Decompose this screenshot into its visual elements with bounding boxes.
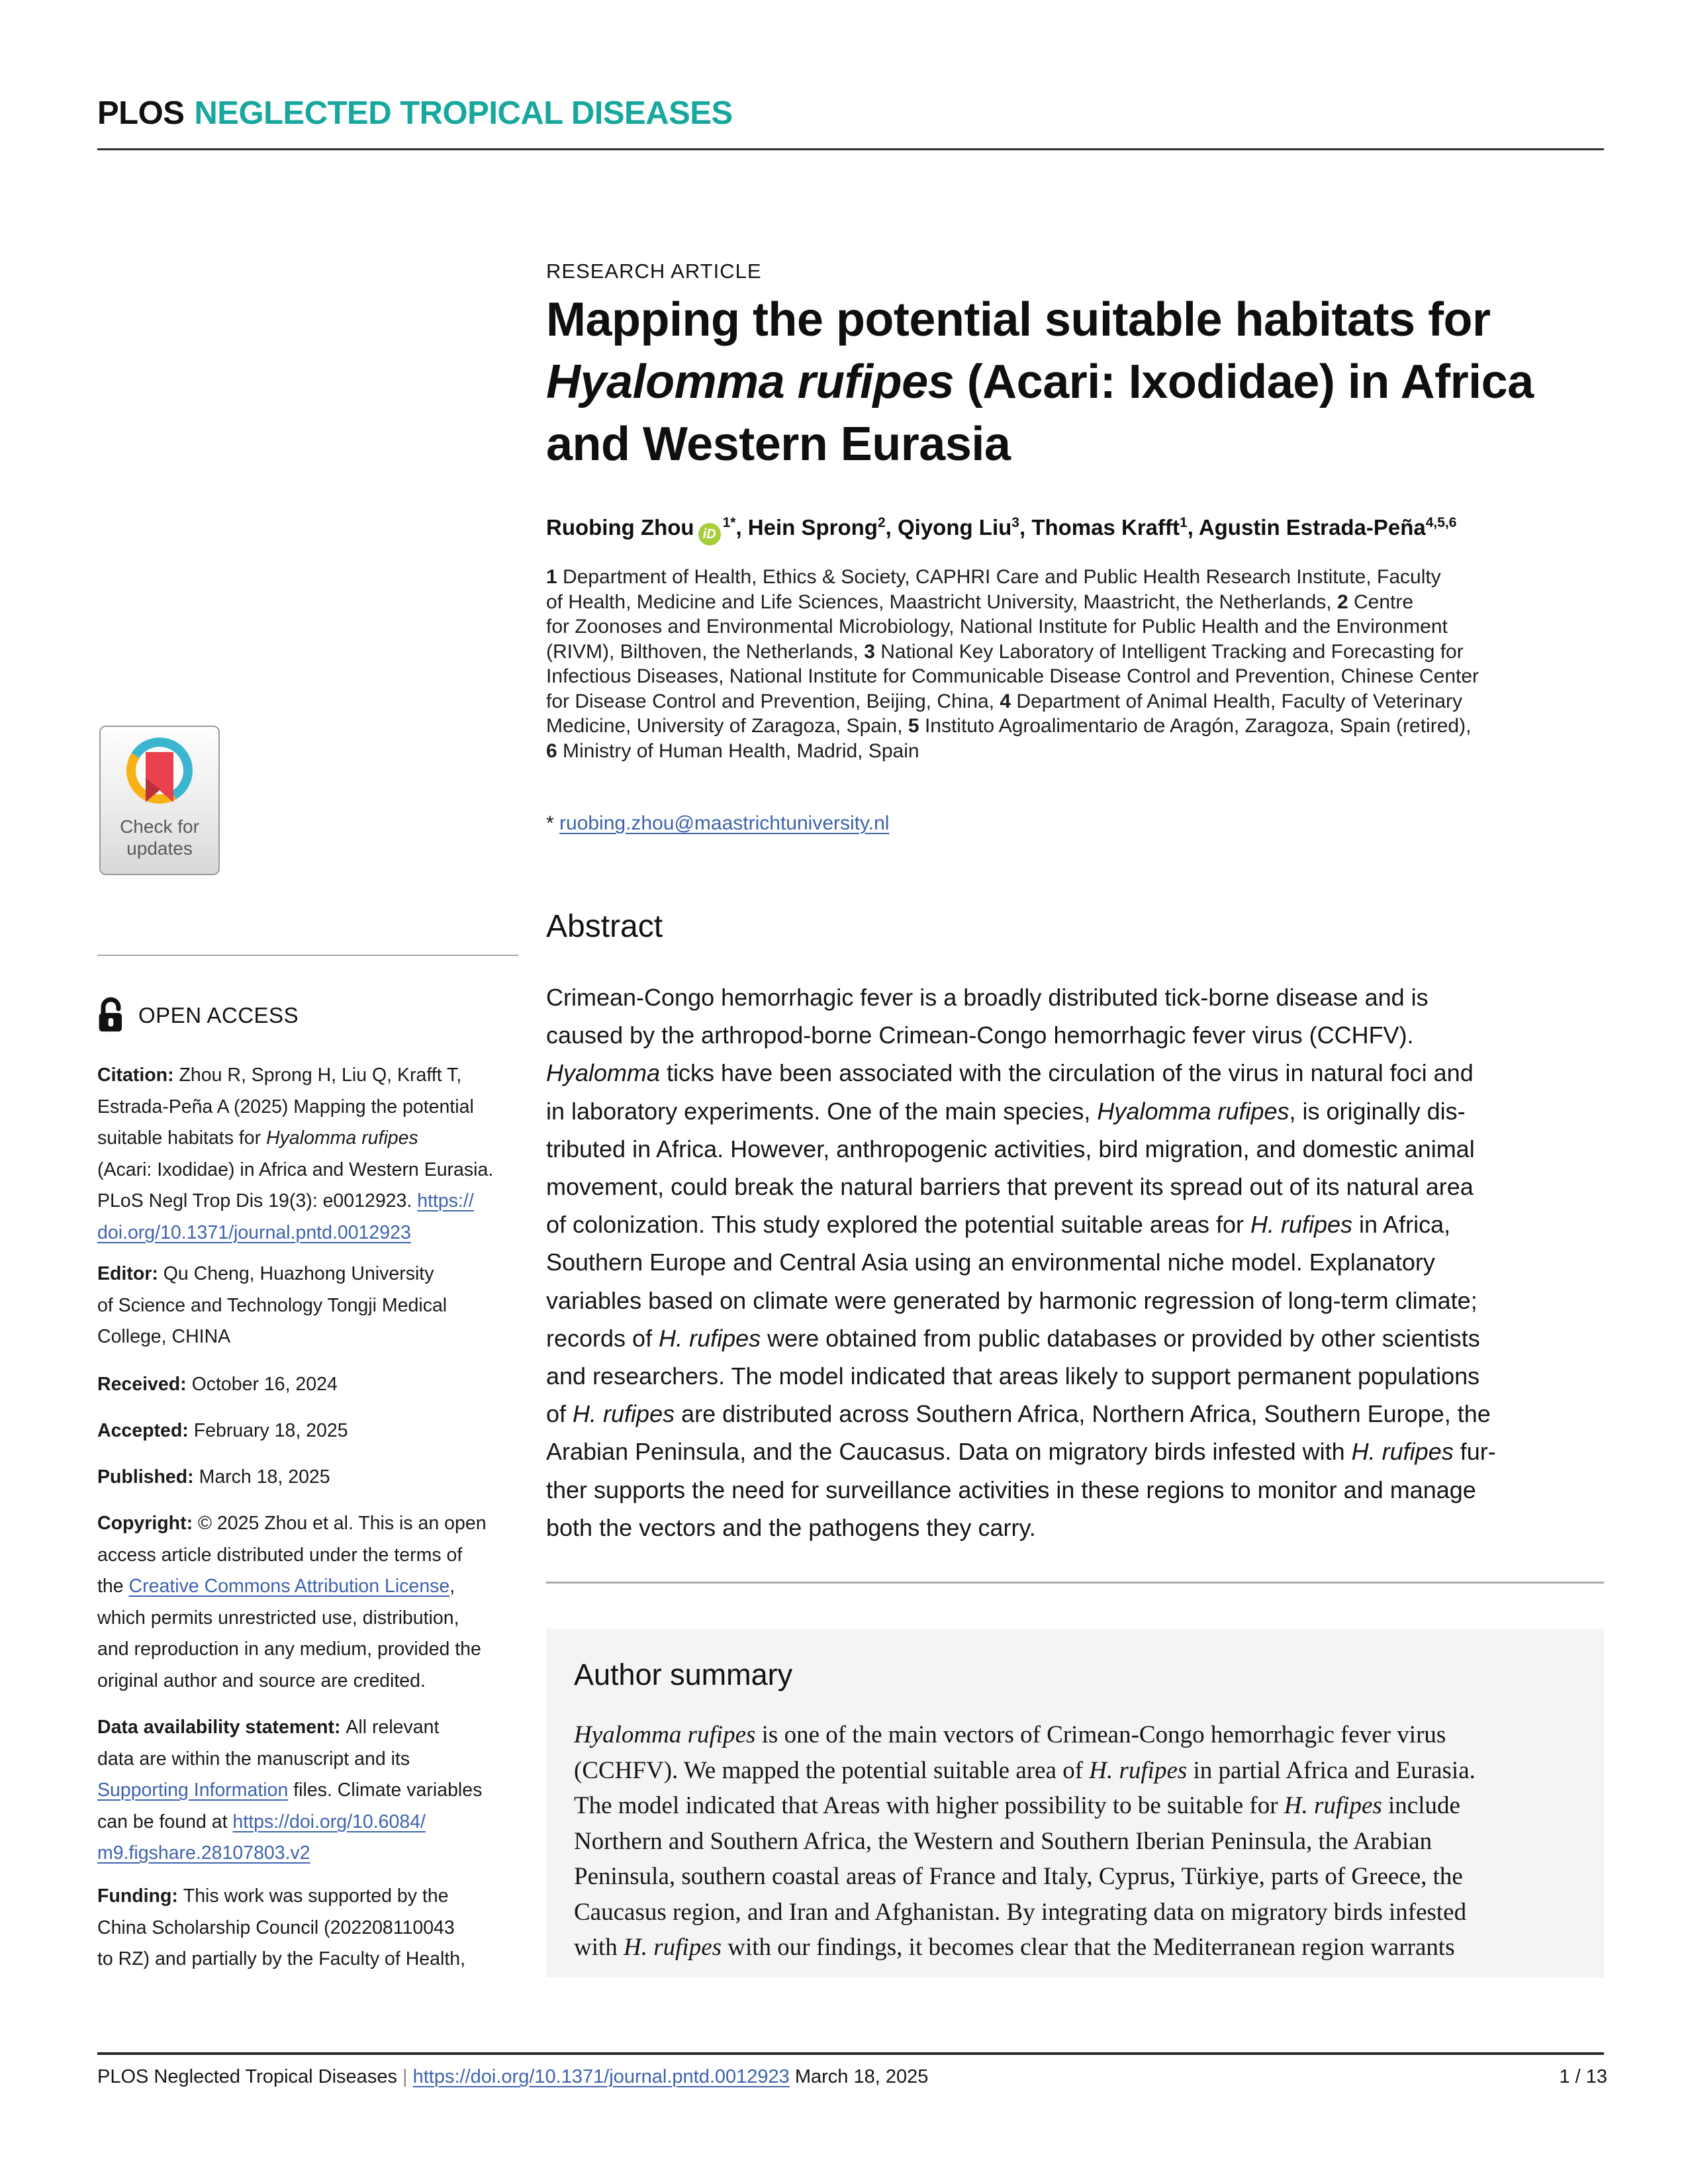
editor-block: Editor: Qu Cheng, Huazhong University of Science and Technology Tongji Medical College, CHINA — [97, 1263, 447, 1347]
crossmark-icon — [126, 737, 193, 804]
funding-block: Funding: This work was supported by the China Scholarship Council (202208110043 to RZ) and partially by the Faculty of Health, — [97, 1885, 466, 1970]
citation-doi-link[interactable]: doi.org/10.1371/journal.pntd.0012923 — [97, 1221, 411, 1243]
cc-license-link[interactable]: Creative Commons Attribution License — [128, 1576, 450, 1597]
open-access-row — [97, 997, 299, 1034]
plos-logo-text: PLOS — [97, 95, 185, 131]
abstract-heading: Abstract — [546, 909, 663, 944]
orcid-icon[interactable]: iD — [698, 523, 721, 546]
journal-logo — [97, 95, 733, 132]
author-summary-text: Hyalomma rufipes is one of the main vectors of Crimean-Congo hemorrhagic fever virus (CCHFV). We mapped the potential suitable area of H. rufipes in partial Africa and Eurasia. The model indicated that Areas with higher possibility to be suitable for H. rufipes include Northern and Southern Africa, the Western and Southern Iberian Peninsula, the Arabian Peninsula, southern coastal areas of France and Italy, Cyprus, Türkiye, parts of Greece, the Caucasus region, and Iran and Afghanistan. By integrating data on migratory birds infested with H. rufipes with our findings, it becomes clear that the Mediterranean region warrants — [574, 1721, 1476, 1961]
citation-doi-link[interactable]: https:// — [417, 1190, 474, 1211]
open-access-label: OPEN ACCESS — [138, 1003, 299, 1027]
article-type-kicker: RESEARCH ARTICLE — [546, 260, 762, 283]
abstract-text: Crimean-Congo hemorrhagic fever is a broadly distributed tick-borne disease and is caused by the arthropod-borne Crimean-Congo hemorrhagic fever virus (CCHFV). Hyalomma ticks have been associated with the circulation of the virus in natural foci and in laboratory experiments. One of the main species, Hyalomma rufipes, is originally dis- tributed in Africa. However, anthropogenic activities, bird migration, and domestic animal movement, could break the natural barriers that prevent its spread out of its natural area of colonization. This study explored the potential suitable areas for H. rufipes in Africa, Southern Europe and Central Asia using an environmental niche model. Explanatory variables based on climate were generated by harmonic regression of long-term climate; records of H. rufipes were obtained from public databases or provided by other scientists and researchers. The model indicated that areas likely to support permanent populations of H. rufipes are distributed across Southern Africa, Northern Africa, Southern Europe, the Arabian Peninsula, and the Caucasus. Data on migratory birds infested with H. rufipes fur- ther supports the need for surveillance activities in these regions to monitor and manage both the vectors and the pathogens they carry. — [546, 984, 1496, 1541]
journal-name-text: NEGLECTED TROPICAL DISEASES — [194, 95, 733, 131]
header-rule — [97, 148, 1604, 150]
affiliations-block: 1 Department of Health, Ethics & Society, CAPHRI Care and Public Health Research Institute, Faculty of Health, Medicine and Life Sciences, Maastricht University, Maastricht, the Netherlands, 2 Centre for Zoonoses and Environmental Microbiology, National Institute for Public Health and the Environment (RIVM), Bilthoven, the Netherlands, 3 National Key Laboratory of Intelligent Tracking and Forecasting for Infectious Diseases, National Institute for Communicable Disease Control and Prevention, Chinese Center for Disease Control and Prevention, Beijing, China, 4 Department of Animal Health, Faculty of Veterinary Medicine, University of Zaragoza, Spain, 5 Instituto Agroalimentario de Aragón, Zaragoza, Spain (retired), 6 Ministry of Human Health, Madrid, Spain — [546, 566, 1479, 762]
corresponding-email-row: * ruobing.zhou@maastrichtuniversity.nl — [546, 812, 890, 834]
figshare-link[interactable]: m9.figshare.28107803.v2 — [97, 1842, 310, 1864]
supporting-information-link[interactable]: Supporting Information — [97, 1780, 289, 1801]
corresponding-email-link[interactable]: ruobing.zhou@maastrichtuniversity.nl — [559, 812, 890, 834]
footer-doi-link[interactable]: https://doi.org/10.1371/journal.pntd.0012923 — [412, 2066, 790, 2087]
author-summary-box — [546, 1629, 1604, 1977]
figshare-link[interactable]: https://doi.org/10.6084/ — [232, 1811, 426, 1832]
check-for-updates-badge[interactable] — [99, 726, 220, 875]
article-title: Mapping the potential suitable habitats for Hyalomma rufipes (Acari: Ixodidae) in Africa and Western Eurasia — [546, 293, 1534, 471]
footer-rule — [97, 2052, 1604, 2055]
open-lock-icon — [97, 997, 128, 1034]
published-date: Published: March 18, 2025 — [97, 1466, 330, 1488]
data-availability-block: Data availability statement: All relevant data are within the manuscript and its Supporting Information files. Climate variables can be found at https://doi.org/10.6084/ m9.figshare.28107803.v2 — [97, 1717, 483, 1864]
page-number: 1 / 13 — [1559, 2066, 1607, 2087]
citation-block: Citation: Zhou R, Sprong H, Liu Q, Krafft T, Estrada-Peña A (2025) Mapping the potential suitable habitats for Hyalomma rufipes (Acari: Ixodidae) in Africa and Western Eurasia. PLoS Negl Trop Dis 19(3): e0012923. https:// doi.org/10.1371/journal.pntd.0012923 — [97, 1065, 494, 1243]
received-date: Received: October 16, 2024 — [97, 1374, 338, 1395]
check-for-updates-label: Check for updates — [120, 816, 199, 859]
copyright-block: Copyright: © 2025 Zhou et al. This is an open access article distributed under the terms of the Creative Commons Attribution License, which permits unrestricted use, distribution, and reproduction in any medium, provided the original author and source are credited. — [97, 1513, 487, 1691]
author-list: Ruobing Zhou $iD^{1*}$, Hein Sprong$^2$, Qiyong Liu$^3$, Thomas Krafft$^1$, Agustin Estrada-Peña$^{4,5,6}$ — [546, 515, 1456, 546]
footer-citation-line: PLOS Neglected Tropical Diseases | https://doi.org/10.1371/journal.pntd.0012923 March 18, 2025 — [97, 2066, 929, 2087]
accepted-date: Accepted: February 18, 2025 — [97, 1420, 348, 1441]
author-summary-heading: Author summary — [574, 1658, 793, 1691]
sidebar-divider — [97, 955, 518, 956]
abstract-divider — [546, 1582, 1604, 1584]
